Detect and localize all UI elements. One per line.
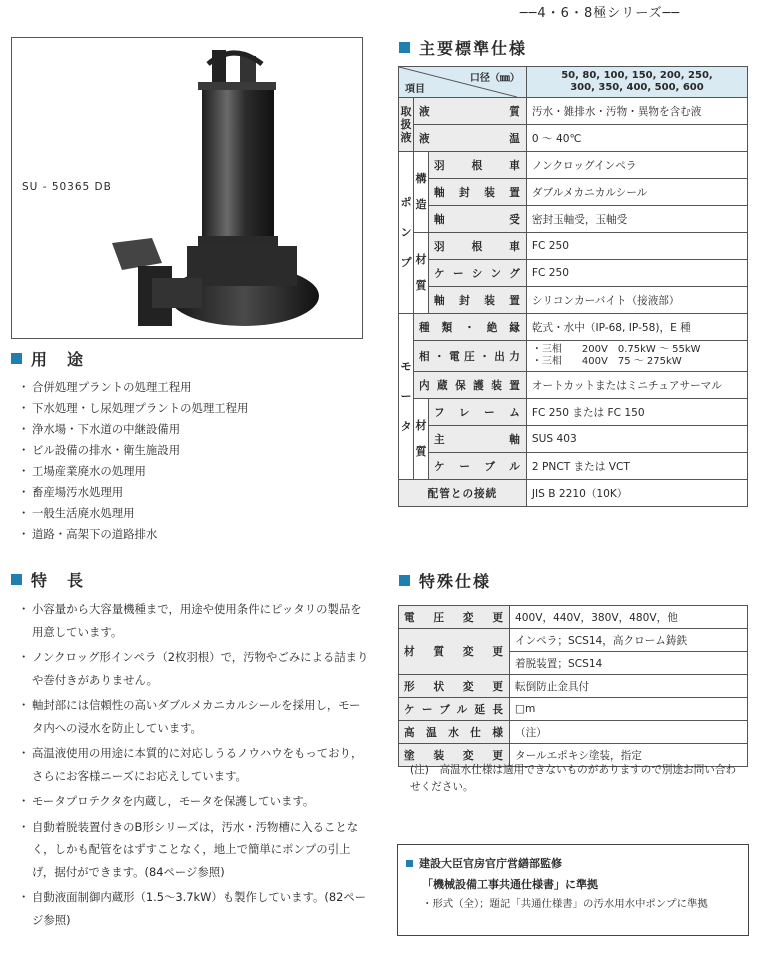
- section-square-icon: [11, 353, 22, 364]
- phase-line-2: ・三相 400V 75 ～ 275kW: [531, 356, 682, 367]
- features-list: [20, 598, 370, 934]
- spec-label: 種類・絶縁: [414, 314, 527, 341]
- list-item: ・ 浄水場・下水道の中継設備用: [20, 419, 370, 440]
- notice-square-icon: [406, 860, 413, 867]
- spec-label: 軸 受: [429, 206, 527, 233]
- special-title: [399, 569, 491, 592]
- list-item: ・ 畜産場汚水処理用: [20, 482, 370, 503]
- list-item: ・ 道路・高架下の道路排水: [20, 524, 370, 545]
- spec-title-text: 主要標準仕様: [419, 39, 528, 58]
- list-item: ・ 自動液面制御内蔵形（1.5～3.7kW）も製作しています。(82ページ参照): [20, 886, 370, 931]
- special-label: ケーブル延長: [399, 698, 510, 721]
- list-item: ・ 小容量から大容量機種まで，用途や使用条件にピッタリの製品を用意しています。: [20, 598, 370, 643]
- spec-label: 主 軸: [429, 426, 527, 453]
- list-item: ・ 下水処理・し尿処理プラントの処理工程用: [20, 398, 370, 419]
- special-note: (注) 高温水仕様は適用できないものがありますので別途お問い合わせください。: [410, 764, 737, 793]
- list-item: ・ モータプロテクタを内蔵し，モータを保護しています。: [20, 790, 370, 813]
- spec-table: [398, 66, 748, 507]
- spec-value: 0 ～ 40℃: [526, 125, 747, 152]
- notice-box: [397, 844, 749, 936]
- usage-list: [20, 377, 370, 545]
- notice-body: ・形式（全）；題記「共通仕様書」の汚水用水中ポンプに準拠: [422, 898, 708, 910]
- special-value: タールエポキシ塗装，指定: [510, 744, 748, 767]
- model-label: SU - 50365 DB: [22, 181, 112, 193]
- special-value: 転倒防止金具付: [510, 675, 748, 698]
- special-value: （注）: [510, 721, 748, 744]
- pump-structure-sub: 構造: [414, 152, 429, 233]
- spec-title: [399, 36, 527, 59]
- sizes-line-2: 300, 350, 400, 500, 600: [570, 82, 704, 93]
- spec-label: ケーシング: [429, 260, 527, 287]
- spec-label: ケーブル: [429, 453, 527, 480]
- spec-value: シリコンカーバイト（接液部）: [526, 287, 747, 314]
- phase-line-1: ・三相 200V 0.75kW ～ 55kW: [531, 344, 701, 355]
- spec-value: [526, 341, 747, 372]
- usage-title-text: 用 途: [31, 350, 86, 369]
- special-label: 形 状 変 更: [399, 675, 510, 698]
- spec-value: ダブルメカニカルシール: [526, 179, 747, 206]
- list-item: ・ 軸封部には信頼性の高いダブルメカニカルシールを採用し，モータ内への浸水を防止しています。: [20, 694, 370, 739]
- liquid-group: 取扱液: [399, 98, 414, 152]
- special-label: 電 圧 変 更: [399, 606, 510, 629]
- list-item: ・ ノンクロッグ形インペラ（2枚羽根）で，汚物やごみによる詰まりや巻付きがありません。: [20, 646, 370, 691]
- list-item: ・ ビル設備の排水・衛生施設用: [20, 440, 370, 461]
- sizes-cell: [526, 67, 747, 98]
- list-item: ・ 高温液使用の用途に本質的に対応しうるノウハウをもっており，さらにお客様ニーズにお応えしています。: [20, 742, 370, 787]
- spec-label: フレーム: [429, 399, 527, 426]
- spec-value: ノンクロッグインペラ: [526, 152, 747, 179]
- features-title-text: 特 長: [31, 571, 86, 590]
- spec-label: 相・電圧・出力: [414, 341, 527, 372]
- list-item: ・ 一般生活廃水処理用: [20, 503, 370, 524]
- special-value: 400V，440V，380V，480V，他: [510, 606, 748, 629]
- spec-label: 内蔵保護装置: [414, 372, 527, 399]
- spec-label: 液 質: [414, 98, 527, 125]
- list-item: ・ 自動着脱装置付きのB形シリーズは，汚水・汚物槽に入ることなく，しかも配管をはずすことなく，地上で簡単にポンプの引上げ，据付ができます。(84ページ参照): [20, 816, 370, 884]
- spec-label: 配管との接続: [399, 480, 527, 507]
- section-square-icon: [399, 42, 410, 53]
- motor-material-sub: 材質: [414, 399, 429, 480]
- spec-value: FC 250 または FC 150: [526, 399, 747, 426]
- special-label: 塗 装 変 更: [399, 744, 510, 767]
- spec-value: SUS 403: [526, 426, 747, 453]
- spec-label: 羽 根 車: [429, 152, 527, 179]
- special-label: 高温水仕様: [399, 721, 510, 744]
- list-item: ・ 工場産業廃水の処理用: [20, 461, 370, 482]
- pump-material-sub: 材質: [414, 233, 429, 314]
- section-square-icon: [399, 575, 410, 586]
- special-label: 材 質 変 更: [399, 629, 510, 675]
- special-value: □m: [510, 698, 748, 721]
- special-value: インペラ；SCS14，高クローム鋳鉄: [510, 629, 748, 652]
- spec-label: 液 温: [414, 125, 527, 152]
- notice-subtitle: 「機械設備工事共通仕様書」に準拠: [422, 878, 598, 891]
- sizes-line-1: 50, 80, 100, 150, 200, 250,: [561, 70, 713, 81]
- spec-header-corner: [399, 67, 527, 98]
- spec-value: 汚水・雑排水・汚物・異物を含む液: [526, 98, 747, 125]
- notice-title: [406, 855, 562, 871]
- diameter-label: 口径（㎜）: [469, 73, 520, 84]
- section-square-icon: [11, 574, 22, 585]
- spec-value: FC 250: [526, 233, 747, 260]
- series-header: ──4・6・8極シリーズ──: [519, 6, 681, 21]
- motor-group: モータ: [399, 314, 414, 480]
- special-title-text: 特殊仕様: [419, 572, 492, 591]
- notice-title-text: 建設大臣官房官庁営繕部監修: [419, 857, 562, 870]
- spec-value: FC 250: [526, 260, 747, 287]
- special-table: [398, 605, 748, 767]
- spec-label: 軸封装置: [429, 179, 527, 206]
- special-value: 着脱装置；SCS14: [510, 652, 748, 675]
- spec-value: 密封玉軸受，玉軸受: [526, 206, 747, 233]
- spec-label: 軸封装置: [429, 287, 527, 314]
- spec-value: オートカットまたはミニチュアサーマル: [526, 372, 747, 399]
- usage-title: [11, 347, 85, 370]
- list-item: ・ 合併処理プラントの処理工程用: [20, 377, 370, 398]
- spec-value: 2 PNCT または VCT: [526, 453, 747, 480]
- item-label: 項目: [405, 84, 425, 95]
- pump-group: ポンプ: [399, 152, 414, 314]
- features-title: [11, 568, 85, 591]
- spec-label: 羽 根 車: [429, 233, 527, 260]
- spec-value: 乾式・水中（IP-68, IP-58)，E 種: [526, 314, 747, 341]
- spec-value: JIS B 2210（10K）: [526, 480, 747, 507]
